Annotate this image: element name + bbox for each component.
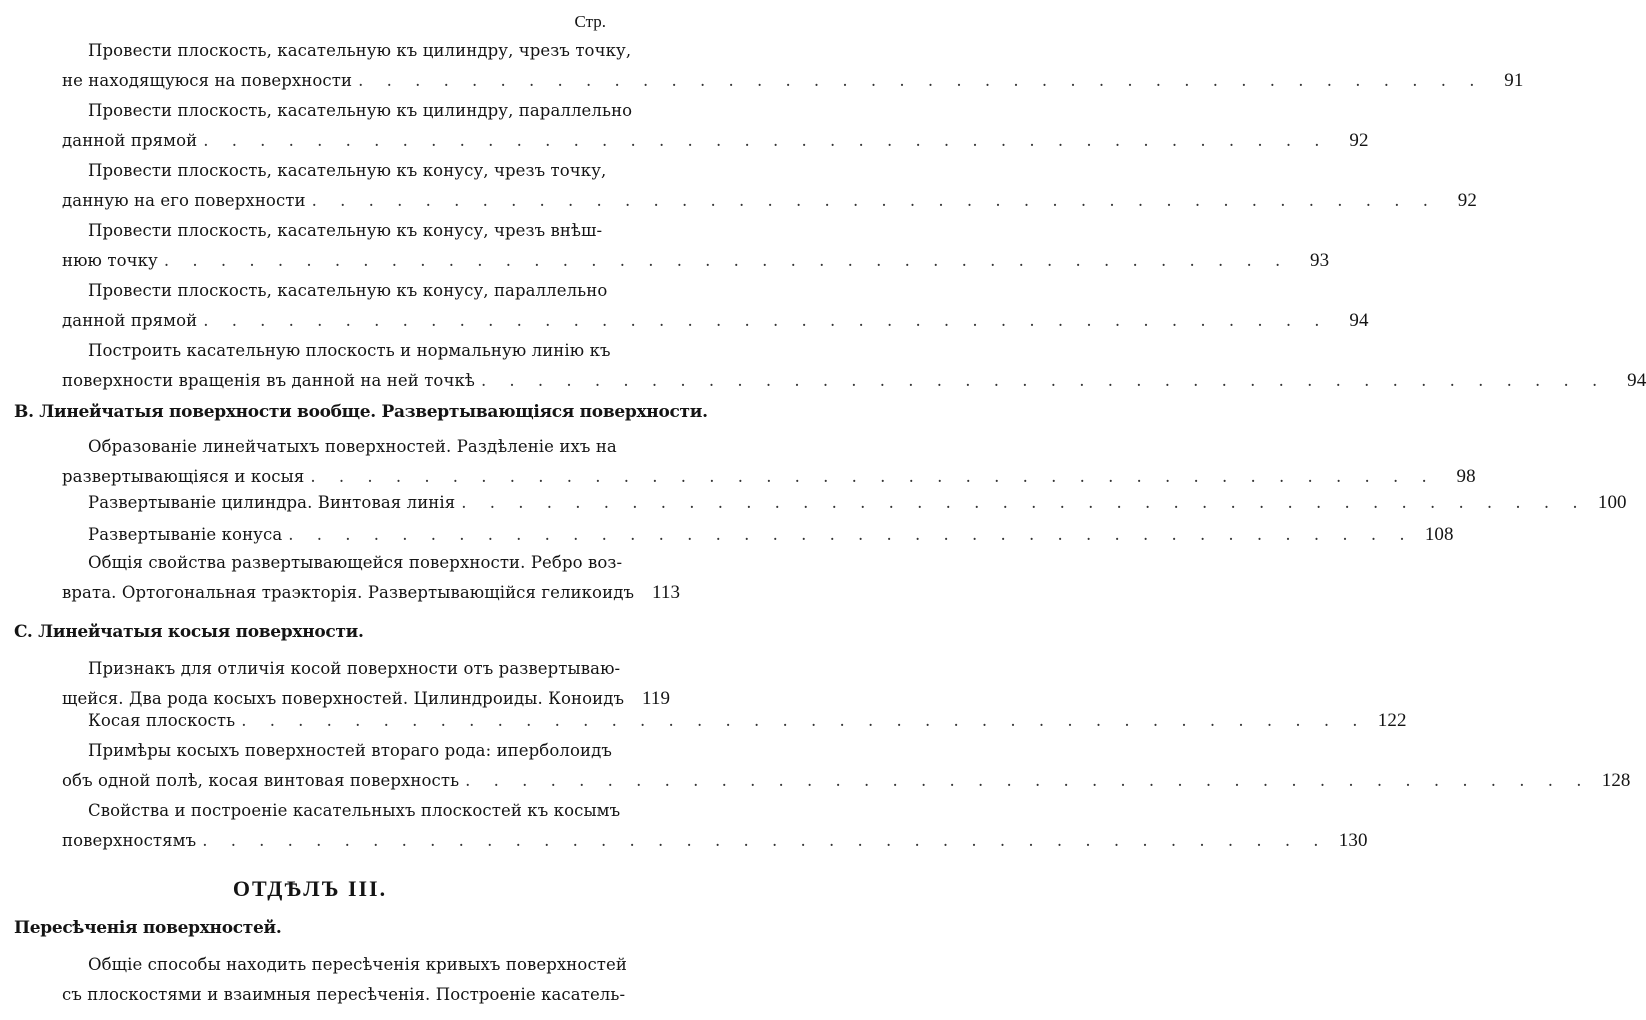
paragraph-line: съ плоскостями и взаимныя пересѣченія. Построеніе касатель- bbox=[62, 985, 626, 1004]
entry-last-line bbox=[14, 520, 1454, 550]
entry-line: Провести плоскость, касательную къ цилиндру, параллельно bbox=[88, 101, 633, 120]
entry-line: Провести плоскость, касательную къ конусу, чрезъ точку, bbox=[88, 161, 607, 180]
entry-text: Развертываніе цилиндра. Винтовая линія bbox=[88, 493, 456, 512]
leader-dots: . . . . . . . . . . . . . . . . . . . . . . . . . . . . . . . . . . . . . . . . bbox=[311, 191, 1437, 210]
page-number: 91 bbox=[1504, 70, 1524, 91]
entry-text: данную на его поверхности bbox=[62, 191, 306, 210]
section-heading-intersections: Пересѣченія поверхностей. bbox=[14, 918, 282, 938]
intro-paragraph bbox=[14, 950, 627, 1010]
leader-dots: . . . . . . . . . . . . . . . . . . . . . . . . . . . . . . . . . . . . . . . . bbox=[480, 371, 1607, 390]
page-number: 94 bbox=[1627, 370, 1646, 391]
page-number: 100 bbox=[1597, 492, 1627, 513]
leader-dots: . . . . . . . . . . . . . . . . . . . . . . . . . . . . . . . . . . . . . . . . bbox=[465, 771, 1591, 790]
page-number: 122 bbox=[1377, 710, 1407, 731]
toc-entry bbox=[14, 276, 1369, 336]
leader-dots: . . . . . . . . . . . . . . . . . . . . . . . . . . . . . . . . . . . . . . . . bbox=[310, 467, 1436, 486]
leader-dots: . . . . . . . . . . . . . . . . . . . . . . . . . . . . . . . . . . . . . . . . bbox=[163, 251, 1290, 270]
toc-entry bbox=[14, 156, 1477, 216]
toc-entry bbox=[14, 548, 681, 608]
entry-last-line bbox=[14, 306, 1369, 336]
toc-entry bbox=[14, 796, 1368, 856]
entry-line: Свойства и построеніе касательныхъ плоскостей къ косымъ bbox=[88, 801, 621, 820]
entry-line: Образованіе линейчатыхъ поверхностей. Раздѣленіе ихъ на bbox=[88, 437, 617, 456]
page-number: 128 bbox=[1601, 770, 1631, 791]
entry-last-line bbox=[14, 766, 1631, 796]
section-heading-b: B. Линейчатыя поверхности вообще. Развертывающіяся поверхности. bbox=[14, 402, 708, 422]
entry-line: Признакъ для отличія косой поверхности отъ развертываю- bbox=[88, 659, 621, 678]
entry-last-line bbox=[14, 66, 1524, 96]
page-number: 92 bbox=[1349, 130, 1369, 151]
entry-text: нюю точку bbox=[62, 251, 158, 270]
page-column-label: Стр. bbox=[574, 12, 606, 31]
entry-text: Косая плоскость bbox=[88, 711, 236, 730]
entry-text: врата. Ортогональная траэкторія. Развертывающійся геликоидъ bbox=[62, 583, 635, 602]
toc-entry bbox=[14, 336, 1646, 396]
entry-text: данной прямой bbox=[62, 311, 198, 330]
leader-dots: . . . . . . . . . . . . . . . . . . . . . . . . . . . . . . . . . . . . . . . . bbox=[203, 131, 1329, 150]
page-number: 119 bbox=[642, 688, 671, 709]
entry-last-line bbox=[14, 578, 681, 608]
toc-entry bbox=[14, 488, 1627, 518]
entry-text: объ одной полѣ, косая винтовая поверхность bbox=[62, 771, 460, 790]
page-number: 130 bbox=[1338, 830, 1368, 851]
entry-line: Примѣры косыхъ поверхностей втораго рода: иперболоидъ bbox=[88, 741, 612, 760]
page-number: 92 bbox=[1457, 190, 1477, 211]
entry-last-line bbox=[14, 826, 1368, 856]
section-heading-c: C. Линейчатыя косыя поверхности. bbox=[14, 622, 364, 642]
entry-last-line bbox=[14, 706, 1407, 736]
leader-dots: . . . . . . . . . . . . . . . . . . . . . . . . . . . . . . . . . . . . . . . . bbox=[461, 493, 1587, 512]
toc-entry bbox=[14, 654, 671, 714]
leader-dots: . . . . . . . . . . . . . . . . . . . . . . . . . . . . . . . . . . . . . . . . bbox=[202, 831, 1328, 850]
leader-dots: . . . . . . . . . . . . . . . . . . . . . . . . . . . . . . . . . . . . . . . . bbox=[358, 71, 1484, 90]
entry-last-line bbox=[14, 126, 1369, 156]
page-number: 108 bbox=[1424, 524, 1454, 545]
entry-last-line bbox=[14, 186, 1477, 216]
entry-line: Общія свойства развертывающейся поверхности. Ребро воз- bbox=[88, 553, 623, 572]
page-number: 113 bbox=[651, 582, 681, 603]
entry-line: Провести плоскость, касательную къ цилиндру, чрезъ точку, bbox=[88, 41, 632, 60]
page-number: 98 bbox=[1456, 466, 1476, 487]
entry-line: Провести плоскость, касательную къ конусу, параллельно bbox=[88, 281, 608, 300]
toc-entry bbox=[14, 736, 1631, 796]
toc-entry bbox=[14, 432, 1476, 492]
toc-entry bbox=[14, 216, 1330, 276]
leader-dots: . . . . . . . . . . . . . . . . . . . . . . . . . . . . . . . . . . . . . . . . bbox=[288, 525, 1414, 544]
leader-dots: . . . . . . . . . . . . . . . . . . . . . . . . . . . . . . . . . . . . . . . . bbox=[203, 311, 1329, 330]
toc-entry bbox=[14, 36, 1524, 96]
entry-line: Построить касательную плоскость и нормальную линію къ bbox=[88, 341, 611, 360]
entry-text: развертывающіяся и косыя bbox=[62, 467, 305, 486]
entry-last-line bbox=[14, 488, 1627, 518]
toc-entry bbox=[14, 520, 1454, 550]
entry-text: щейся. Два рода косыхъ поверхностей. Цилиндроиды. Коноидъ bbox=[62, 689, 625, 708]
entry-text: поверхностямъ bbox=[62, 831, 197, 850]
entry-last-line bbox=[14, 366, 1646, 396]
entry-text: данной прямой bbox=[62, 131, 198, 150]
paragraph-line: Общіе способы находить пересѣченія кривыхъ поверхностей bbox=[88, 955, 627, 974]
entry-last-line bbox=[14, 246, 1330, 276]
entry-text: не находящуюся на поверхности bbox=[62, 71, 353, 90]
part-title: ОТДѢЛЪ III. bbox=[232, 876, 388, 901]
entry-text: Развертываніе конуса bbox=[88, 525, 283, 544]
entry-text: поверхности вращенія въ данной на ней точкѣ bbox=[62, 371, 475, 390]
page-number: 93 bbox=[1310, 250, 1330, 271]
entry-line: Провести плоскость, касательную къ конусу, чрезъ внѣш- bbox=[88, 221, 603, 240]
toc-entry bbox=[14, 706, 1407, 736]
leader-dots: . . . . . . . . . . . . . . . . . . . . . . . . . . . . . . . . . . . . . . . . bbox=[241, 711, 1367, 730]
page-number: 94 bbox=[1349, 310, 1369, 331]
toc-entry bbox=[14, 96, 1369, 156]
